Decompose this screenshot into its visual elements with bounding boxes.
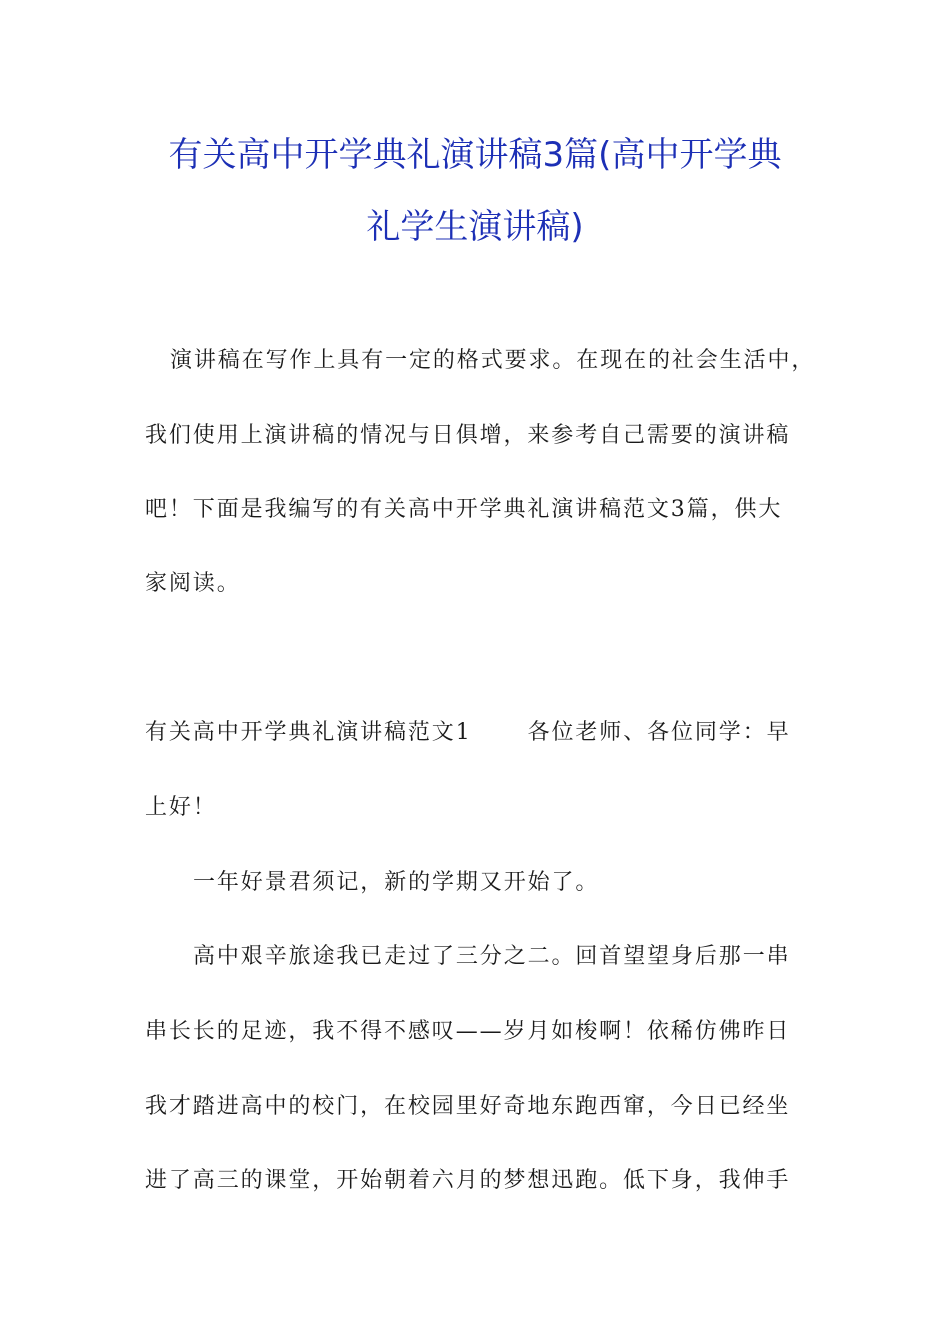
paragraph-1: 一年好景君须记，新的学期又开始了。	[193, 870, 600, 895]
paragraph-2-line-1: 高中艰辛旅途我已走过了三分之二。回首望望身后那一串	[193, 944, 791, 969]
document-title-line-2: 礼学生演讲稿)	[366, 207, 584, 247]
intro-line-1: 演讲稿在写作上具有一定的格式要求。在现在的社会生活中，	[170, 348, 816, 373]
paragraph-2-line-2: 串长长的足迹，我不得不感叹——岁月如梭啊！依稀仿佛昨日	[145, 1019, 791, 1044]
intro-line-3: 吧！下面是我编写的有关高中开学典礼演讲稿范文3篇，供大	[145, 497, 783, 522]
intro-line-4: 家阅读。	[145, 571, 241, 596]
paragraph-2-line-4: 进了高三的课堂，开始朝着六月的梦想迅跑。低下身，我伸手	[145, 1168, 791, 1193]
greeting-start: 各位老师、各位同学：早	[527, 720, 791, 745]
intro-line-2: 我们使用上演讲稿的情况与日俱增，来参考自己需要的演讲稿	[145, 423, 791, 448]
section1-heading-line	[145, 720, 810, 746]
greeting-end: 上好！	[145, 795, 217, 820]
section1-heading: 有关高中开学典礼演讲稿范文1	[145, 720, 472, 745]
paragraph-2-line-3: 我才踏进高中的校门，在校园里好奇地东跑西窜，今日已经坐	[145, 1094, 791, 1119]
document-title-line-1: 有关高中开学典礼演讲稿3篇(高中开学典	[168, 135, 782, 175]
